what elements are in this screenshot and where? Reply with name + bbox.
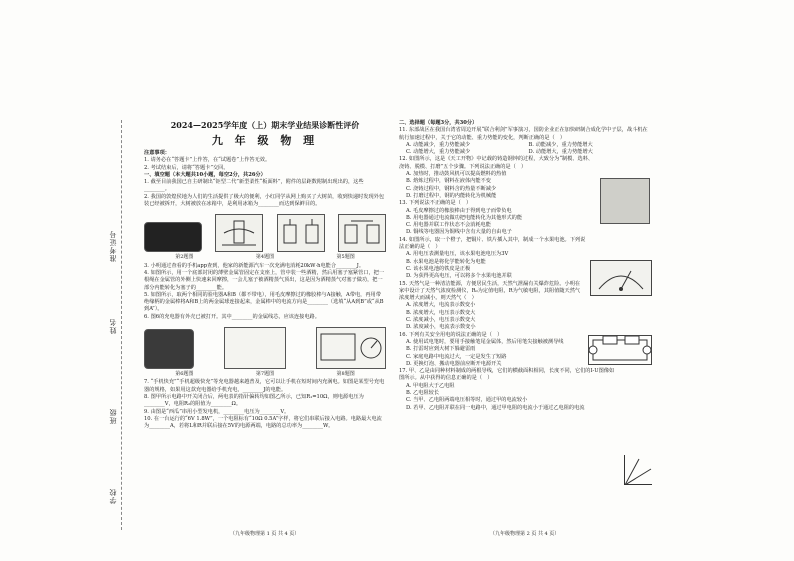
option: A. 甲电阻大于乙电阻 <box>406 382 455 389</box>
caption: 第4题图 <box>255 254 275 261</box>
figure-4-drawing <box>216 215 262 251</box>
question-14: 14. 如图所示，取一个橙子，把铜片、铁片插入其中，制成一个水果电池。下列说法正确的是（ ） <box>399 236 586 251</box>
iu-graph-drawing <box>625 455 653 485</box>
option: C. 浇铸过程中，钢料含的热量不断减少 <box>406 185 497 192</box>
option: A. 动能减少，重力势能减少 <box>406 141 471 148</box>
question-2: 2. 我国的敦煌侯地为人们的生活提供了极大的便利，小红同学从网上购买了大树苗，收到快递时发现外包装已经被拆开，大树被放在冰箱中，是利用冰箱为________而达到保鲜目的。 <box>144 193 385 208</box>
class-label: 班级 <box>109 408 117 424</box>
question-15: 15. 天然气是一种清洁能源，方便居民生活，天然气泄漏有关爆炸危险。小明在家中设计了天然气浓度检测仪，R₀为定值电阻，R为气敏电阻，其阻值随天然气浓度增大而减小。则天然气（ ） <box>399 280 581 302</box>
name-label: 姓名 <box>109 318 117 334</box>
figure-row-b <box>144 323 386 369</box>
question-10: 10. 在一台运行的“6V 1.8W”，一个电阻标有“10Ω 0.5A”字样，将它们串联后接入电路。电路最大电流为________A，若将L和R并联后接在5V的电源两端，电路的总功率为________W。 <box>144 415 382 430</box>
section-heading: 二、选择题（每题3分，共30分） <box>399 120 478 126</box>
notice-heading: 注意事项： <box>144 150 170 156</box>
voltmeter-drawing <box>591 261 651 295</box>
question-15-options <box>399 302 651 331</box>
question-5: 5. 如图所示，取两个相同的验电器A和B（都不带电），用毛皮摩擦过的橡胶棒与A接触，A带电，再用带绝缘柄的金属棒将A和B上的两金属球连接起来，金属棒中的电流方向是________（选填“从A到B”或“从B到A”）。 <box>144 291 384 313</box>
figure-8-image <box>316 327 386 369</box>
figure-row-a <box>144 210 386 252</box>
option: A. 加热时，推动鼓风机可以提高燃料的热值 <box>406 171 507 178</box>
figure-15-circuit <box>588 335 652 365</box>
option: A. 使用试电笔时，要用手接触笔尾金属体，然后用笔尖接触被测导线 <box>406 338 564 345</box>
figure-4-image <box>215 214 263 252</box>
figure-5a-image <box>277 214 325 252</box>
figure-5a-drawing <box>278 215 324 251</box>
option: C. 浓度减小，电压表示数变大 <box>406 317 476 324</box>
question-16: 16. 下列有关安全用电的说法正确的是（ ） <box>399 331 503 338</box>
caption: 第5题图 <box>336 254 355 261</box>
page-footer-left: （九年级物理第 1 页 共 4 页） <box>230 531 300 537</box>
option: A. 毛皮摩擦过的橡胶棒由于得到电子而带负电 <box>406 207 512 214</box>
option: D. 动能增大，重力势能增大 <box>528 149 593 156</box>
question-17-options <box>399 383 651 412</box>
figure-6-image <box>144 329 194 369</box>
question-13: 13. 下列说法不正确的是（ ） <box>399 200 472 207</box>
question-6: 6. 图6的充电器有外壳已被打开。其中________的金属线芯，应该连接电路。 <box>144 313 320 320</box>
figure-17-iu-graph <box>624 455 652 485</box>
option: D. 浓度减小，电流表示数变小 <box>406 324 476 331</box>
notice-item: 1. 请务必在“答题卡”上作答，在“试题卷”上作答无效。 <box>144 157 271 164</box>
option: D. 更换灯泡、搬动电器前应断开电源开关 <box>406 360 502 367</box>
caption: 第7题图 <box>255 371 275 378</box>
subject-title: 九 年 级 物 理 <box>211 134 319 147</box>
question-11: 11. 东部战区在我国台湾省周边开展“联合利剑”军事演习，国防企业正在加快研制合成化学中子层，战斗机在航行加速过程中，关于它的动能、重力势能的变化，判断正确的是（ ） <box>399 127 648 141</box>
figure-8-drawing <box>317 328 385 368</box>
section-heading: 一、填空题（本大题共10小题，每空2分，共26分） <box>144 171 266 178</box>
option: B. 熔炼过程中，钢料在液体内能不变 <box>406 178 491 185</box>
figure-7-image <box>224 327 286 369</box>
school-label: 学校 <box>109 488 117 504</box>
page-footer-right: （九年级物理第 2 页 共 4 页） <box>490 531 560 537</box>
question-12: 12. 如图所示，这是《天工开物》中记载的铸造钢钟的过程，大致分为“制模、选料、浇铸、脱模、打磨”五个步骤。下列说法正确的是（ ） <box>399 156 594 170</box>
figure-5b-image <box>338 214 386 252</box>
caption: 第8题图 <box>336 371 355 378</box>
option: C. 用电器并联工作状态不会消耗电能 <box>406 222 491 229</box>
figure-captions-a <box>144 254 386 261</box>
option: B. 动能减少，重力势能增大 <box>528 141 593 148</box>
question-7: 7. “手机快充”“手机超级快充”等充电器越来越普及，它可以让手机在短时间内充满电。如图是某型号充电器的规格，如果用这款充电器给手机充电，________J的电能。 <box>144 379 385 393</box>
exam-title: 2024—2025学年度（上）期末学业结果诊断性评价 <box>170 120 360 130</box>
figure-5b-drawing <box>339 215 385 251</box>
option: C. 动能增大，重力势能减少 <box>406 149 471 156</box>
question-3: 3. 小明通过查看的手机app查到，他家的新能源汽车一次充满电消耗20kW·h电能合________J。 <box>144 262 365 269</box>
figure-12-image <box>600 178 650 224</box>
question-11-options <box>399 142 651 157</box>
option: B. 水果电池是将化学能转化为电能 <box>406 258 486 265</box>
figure-2-image <box>144 222 202 252</box>
question-8: 8. 图甲所示电路中开关闭合后，两电表的指针偏转均如图乙所示，已知R₁=10Ω，则电源电压为________V，电阻R₂的阻值为________Ω。 <box>144 393 364 408</box>
left-column <box>144 120 386 430</box>
option: D. 打磨过程中，钢的内能转化为机械能 <box>406 192 497 199</box>
option: C. 家庭电路中电流过大，一定是发生了短路 <box>406 353 507 360</box>
option: D. 铜线等电器因为铜线中含有大量的自由电子 <box>406 229 512 236</box>
question-17: 17. 甲、乙是由同种材料制成的两根导线，它们的横截面积相同，长度不同，它们的I-U图像如图所示。从中获得的信息正确的是（ ） <box>399 368 615 382</box>
option: D. 为获得更高电压，可以将多个水果电池并联 <box>406 273 512 280</box>
option: A. 用电压表测量电压，该水果电池电压为3V <box>406 251 509 258</box>
option: A. 浓度增大，电流表示数变小 <box>406 302 476 309</box>
option: B. 浓度增大，电压表示数变大 <box>406 309 476 316</box>
caption: 第2题图 <box>175 254 194 261</box>
option: D. 若甲、乙电阻并联在同一电路中，通过甲电阻的电流小于通过乙电阻的电流 <box>406 404 585 411</box>
option: B. 用电器通过电流做功把电能转化为其他形式的能 <box>406 214 523 221</box>
option: C. 该水果电池的铁皮是正极 <box>406 265 471 272</box>
exam-number-label: 准考证号 <box>109 230 117 262</box>
question-9: 9. 由图是“西瓜”串用小型发电机，________电压为________V。 <box>144 408 290 415</box>
circuit-drawing <box>589 336 651 364</box>
caption: 第6题图 <box>175 371 194 378</box>
option: C. 当甲、乙电阻两端电压相等时，通过甲的电流较小 <box>406 397 528 404</box>
option: B. 打雷时应到大树下躲避雷雨 <box>406 346 476 353</box>
figure-captions-b <box>144 371 386 378</box>
question-4: 4. 如图所示，用一个底部封闭的薄壁金属管固定在支座上，管中装一些酒精，然后用塞子塞紧管口，把一根绳在金属管的外侧上快速来回摩擦，一会儿塞子被酒精蒸气顶出，这是因为酒精蒸气对塞子做功，把一部分内能转化为塞子的________能。 <box>144 269 385 291</box>
figure-14-voltmeter <box>590 260 652 296</box>
notice-item: 2. 考试结束后，请将“答题卡”交回。 <box>144 164 229 171</box>
option: B. 乙电阻较长 <box>406 389 440 396</box>
question-1: 1. 截至目前我国已自主研制出“钜型二代”新型柔性“板面料”，附件的层距数附制出现出的，这些________。 <box>144 179 364 193</box>
